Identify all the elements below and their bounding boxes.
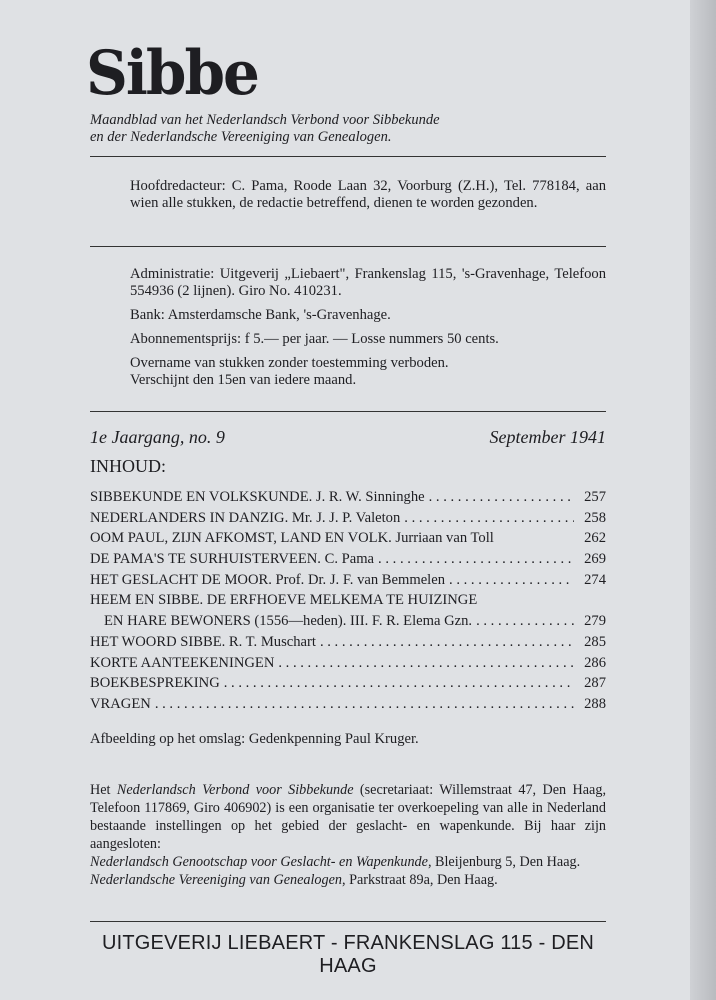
toc-entry (90, 510, 606, 531)
dot-leader (476, 613, 574, 630)
toc-title: HEEM EN SIBBE. DE ERFHOEVE MELKEMA TE HUIZINGE (90, 592, 478, 609)
toc-title: OOM PAUL, ZIJN AFKOMST, LAND EN VOLK. Jurriaan van Toll (90, 530, 494, 547)
toc-title: KORTE AANTEEKENINGEN (90, 654, 275, 671)
administration-block (130, 266, 606, 396)
dot-leader (224, 675, 574, 692)
member-1-name: Nederlandsch Genootschap voor Geslacht- en Wapenkunde (90, 854, 428, 870)
table-of-contents (90, 489, 606, 717)
dot-leader (429, 489, 574, 506)
editor-text: Hoofdredacteur: C. Pama, Roode Laan 32, Voorburg (Z.H.), Tel. 778184, aan wien alle stukken, de redactie betreffend, dienen te worden gezonden. (130, 178, 606, 211)
toc-title: NEDERLANDERS IN DANZIG. Mr. J. J. P. Valeton (90, 509, 401, 526)
toc-page: 285 (584, 633, 606, 650)
subtitle-line-2: en der Nederlandsche Vereeniging van Genealogen. (90, 129, 392, 145)
toc-entry (90, 551, 606, 572)
toc-entry (90, 696, 606, 717)
appears-text: Verschijnt den 15en van iedere maand. (130, 372, 357, 388)
dot-leader (320, 634, 574, 651)
copyright-text: Overname van stukken zonder toestemming verboden. (130, 355, 449, 371)
toc-page: 286 (584, 654, 606, 671)
masthead-title: Sibbe (86, 37, 258, 109)
divider (90, 411, 606, 412)
page-edge-shadow (690, 0, 716, 1000)
dot-leader (278, 655, 574, 672)
toc-page: 287 (584, 675, 606, 692)
toc-title: HET GESLACHT DE MOOR. Prof. Dr. J. F. van Bemmelen (90, 571, 446, 588)
issue-volume: 1e Jaargang, no. 9 (90, 427, 225, 447)
toc-page: 257 (584, 489, 606, 505)
bank-text: Bank: Amsterdamsche Bank, 's-Gravenhage. (130, 307, 391, 323)
toc-page: 269 (584, 551, 606, 568)
publisher-footer: UITGEVERIJ LIEBAERT - FRANKENSLAG 115 - DEN HAAG (101, 932, 595, 977)
editor-block (130, 178, 606, 219)
toc-title: BOEKBESPREKING (90, 675, 220, 692)
toc-page: 288 (584, 695, 606, 712)
member-2-address: , Parkstraat 89a, Den Haag. (342, 872, 498, 888)
toc-entry (90, 489, 606, 510)
cover-note: Afbeelding op het omslag: Gedenkpenning Paul Kruger. (90, 731, 419, 747)
federation-block (90, 781, 606, 889)
toc-page: 279 (584, 613, 606, 630)
masthead-subtitle (90, 112, 440, 146)
federation-intro (90, 781, 606, 853)
member-1-address: , Bleijenburg 5, Den Haag. (427, 854, 581, 870)
divider (90, 156, 606, 157)
admin-text: Administratie: Uitgeverij „Liebaert", Frankenslag 115, 's-Gravenhage, Telefoon 554936 (2 lijnen). Giro No. 410231. (130, 266, 606, 299)
issue-date: September 1941 (489, 427, 606, 447)
toc-page: 258 (584, 509, 606, 526)
toc-page: 262 (584, 530, 606, 547)
toc-title: SIBBEKUNDE EN VOLKSKUNDE. J. R. W. Sinninghe (90, 489, 425, 505)
subtitle-line-1: Maandblad van het Nederlandsch Verbond voor Sibbekunde (90, 112, 440, 128)
toc-title: HET WOORD SIBBE. R. T. Muschart (90, 633, 316, 650)
subscription-text: Abonnementsprijs: f 5.— per jaar. — Losse nummers 50 cents. (130, 331, 499, 347)
issue-line (90, 427, 606, 448)
contents-heading: INHOUD: (90, 456, 166, 476)
toc-page: 274 (584, 571, 606, 588)
dot-leader (404, 510, 574, 527)
dot-leader (155, 696, 574, 713)
intro-rest: (secretariaat: Willemstraat 47, Den Haag, Telefoon 117869, Giro 406902) is een organisatie ter overkoepeling van alle in Nederland bestaande instellingen op het gebied der geslacht- en wapenkunde. Bij haar zijn aangesloten: (90, 782, 606, 852)
member-2 (90, 871, 606, 889)
toc-entry (90, 572, 606, 593)
divider (90, 921, 606, 922)
toc-entry (90, 655, 606, 676)
federation-name: Nederlandsch Verbond voor Sibbekunde (116, 782, 354, 798)
toc-entry (90, 530, 606, 551)
member-1 (90, 853, 606, 871)
toc-entry (90, 592, 606, 613)
toc-entry-continued (90, 613, 606, 634)
toc-title: DE PAMA'S TE SURHUISTERVEEN. C. Pama (90, 551, 375, 568)
dot-leader (378, 551, 574, 568)
member-2-name: Nederlandsche Vereeniging van Genealogen (90, 872, 343, 888)
dot-leader (449, 572, 574, 589)
toc-title-continued: EN HARE BEWONERS (1556—heden). III. F. R. Elema Gzn. (104, 613, 473, 630)
toc-entry (90, 675, 606, 696)
intro-prefix: Het (90, 782, 117, 798)
toc-title: VRAGEN (90, 695, 151, 712)
toc-entry (90, 634, 606, 655)
divider (90, 246, 606, 247)
